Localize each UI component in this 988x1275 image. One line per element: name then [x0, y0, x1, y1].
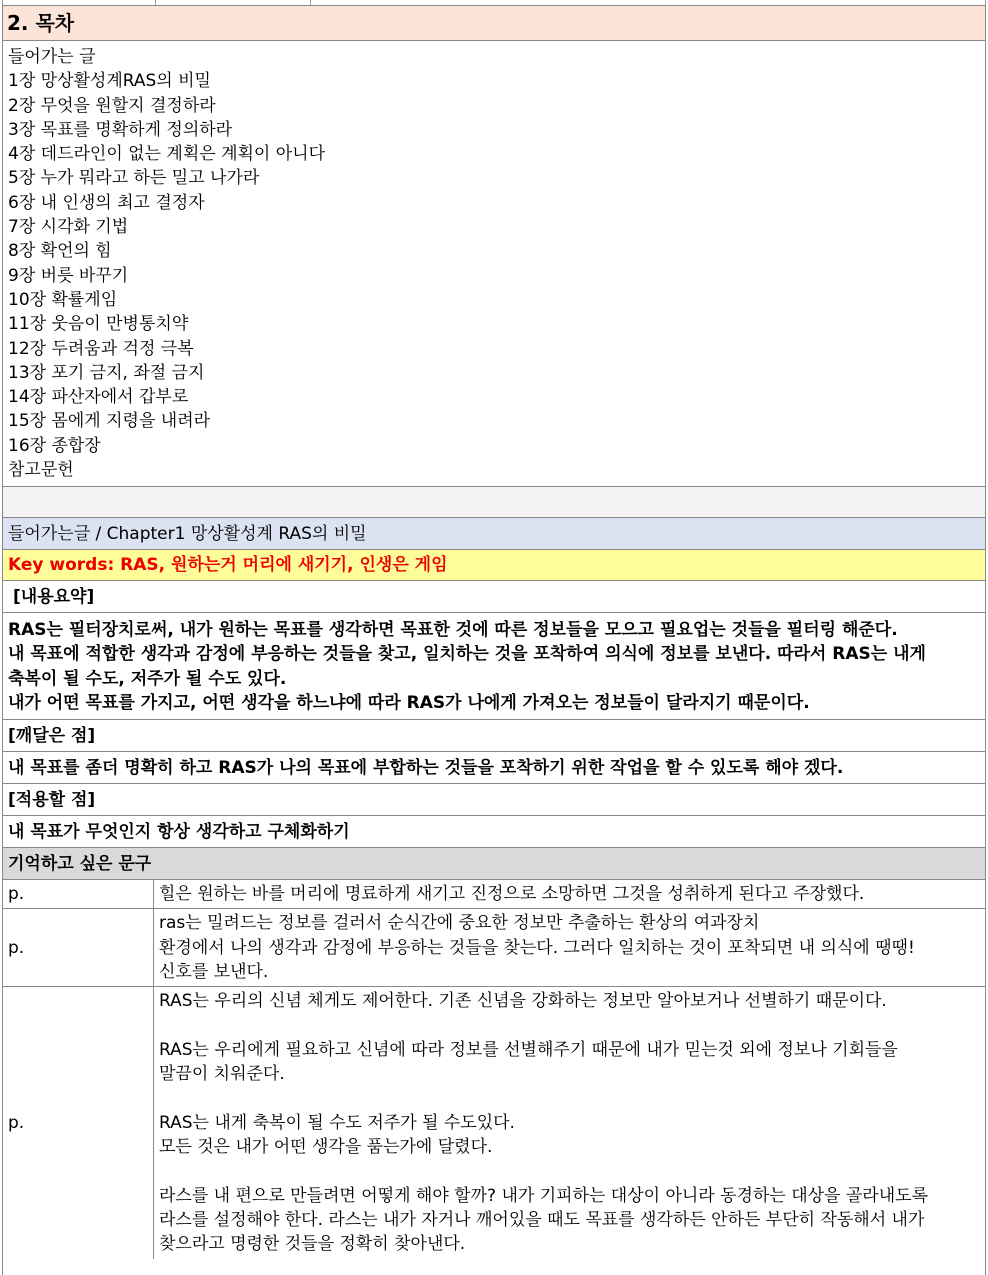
quote-page: p. [3, 987, 154, 1258]
summary-line: RAS는 필터장치로써, 내가 원하는 목표를 생각하면 목표한 것에 따른 정보들을 모으고 필요업는 것들을 필터링 해준다. [8, 620, 898, 640]
quote-line: RAS는 우리에게 필요하고 신념에 따라 정보를 선별해주기 때문에 내가 믿는것 외에 정보나 기회들을 [159, 1039, 898, 1060]
toc-table [2, 5, 986, 487]
quotes-table [3, 880, 985, 1258]
toc-item: 1장 망상활성계RAS의 비밀 [8, 71, 211, 92]
toc-item: 5장 누가 뭐라고 하든 밀고 나가라 [8, 168, 260, 189]
toc-item: 9장 버릇 바꾸기 [8, 265, 129, 286]
quote-line: RAS는 내게 축복이 될 수도 저주가 될 수도있다. [159, 1112, 515, 1133]
quote-line: ras는 밀려드는 정보를 걸러서 순식간에 중요한 정보만 추출하는 환상의 여과장치 [159, 913, 760, 934]
quote-page: p. [3, 909, 154, 986]
quote-text [154, 987, 985, 1258]
quote-row [3, 909, 985, 987]
chapter-title: 들어가는글 / Chapter1 망상활성계 RAS의 비밀 [3, 518, 985, 550]
quote-line: 찾으라고 명령한 것들을 정확히 찾아낸다. [159, 1234, 466, 1255]
quote-line: 라스를 내 편으로 만들려면 어떻게 해야 할까? 내가 기피하는 대상이 아니라 동경하는 대상을 골라내도록 [159, 1185, 928, 1206]
realization-text: 내 목표를 좀더 명확히 하고 RAS가 나의 목표에 부합하는 것들을 포착하기 위한 작업을 할 수 있도록 해야 겠다. [3, 752, 985, 784]
quote-line [159, 1159, 985, 1183]
quote-line [159, 1087, 985, 1111]
toc-item: 2장 무엇을 원할지 결정하라 [8, 95, 216, 116]
realization-label: [깨달은 점] [3, 720, 985, 752]
quote-line [159, 1014, 985, 1038]
apply-text: 내 목표가 무엇인지 항상 생각하고 구체화하기 [3, 816, 985, 848]
quote-text [154, 909, 985, 986]
toc-item: 15장 몸에게 지령을 내려라 [8, 411, 211, 432]
summary-line: 내 목표에 적합한 생각과 감정에 부응하는 것들을 찾고, 일치하는 것을 포착하여 의식에 정보를 보낸다. 따라서 RAS는 내게 [8, 644, 926, 665]
toc-item: 11장 웃음이 만병통치약 [8, 314, 189, 335]
summary-label: [내용요약] [3, 581, 985, 613]
toc-item: 참고문헌 [8, 460, 74, 481]
toc-list [3, 41, 985, 486]
quote-row [3, 880, 985, 909]
toc-heading: 2. 목차 [3, 6, 985, 41]
quote-row [3, 987, 985, 1258]
quote-line: 신호를 보낸다. [159, 962, 269, 983]
toc-item: 13장 포기 금지, 좌절 금지 [8, 362, 205, 383]
chapter-table [2, 517, 986, 1275]
toc-item: 7장 시각화 기법 [8, 217, 129, 238]
toc-item: 3장 목표를 명확하게 정의하라 [8, 119, 233, 140]
toc-item: 14장 파산자에서 갑부로 [8, 387, 189, 408]
quote-text [154, 880, 985, 908]
apply-label: [적용할 점] [3, 784, 985, 816]
memory-heading: 기억하고 싶은 문구 [3, 848, 985, 880]
toc-item: 4장 데드라인이 없는 계획은 계획이 아니다 [8, 144, 326, 165]
quote-page: p. [3, 880, 154, 908]
toc-item: 10장 확률게임 [8, 289, 118, 310]
quote-line: 모든 것은 내가 어떤 생각을 품는가에 달렸다. [159, 1137, 493, 1158]
toc-item: 8장 확언의 힘 [8, 241, 112, 262]
toc-item: 6장 내 인생의 최고 결정자 [8, 192, 205, 213]
quote-line: RAS는 우리의 신념 체게도 제어한다. 기존 신념을 강화하는 정보만 알아보거나 선별하기 때문이다. [159, 991, 887, 1012]
toc-item: 들어가는 글 [8, 47, 96, 67]
quote-line: 힐은 원하는 바를 머리에 명료하게 새기고 진정으로 소망하면 그것을 성취하게 된다고 주장했다. [159, 884, 865, 905]
summary-line: 축복이 될 수도, 저주가 될 수도 있다. [8, 668, 287, 689]
summary-line: 내가 어떤 목표를 가지고, 어떤 생각을 하느냐에 따라 RAS가 나에게 가져오는 정보들이 달라지기 때문이다. [8, 692, 810, 713]
keywords-row: Key words: RAS, 원하는거 머리에 새기기, 인생은 게임 [3, 550, 985, 581]
toc-item: 12장 두려움과 걱정 극복 [8, 338, 194, 359]
quote-line: 라스를 설정해야 한다. 라스는 내가 자거나 깨어있을 때도 목표를 생각하든 안하든 부단히 작동해서 내가 [159, 1210, 925, 1231]
quote-line: 환경에서 나의 생각과 감정에 부응하는 것들을 찾는다. 그러다 일치하는 것이 포착되면 내 의식에 땡땡! [159, 937, 915, 958]
quote-line: 말끔이 치워준다. [159, 1064, 285, 1085]
spacer-row [2, 487, 986, 517]
toc-item: 16장 종합장 [8, 435, 101, 456]
summary-text [3, 613, 985, 720]
